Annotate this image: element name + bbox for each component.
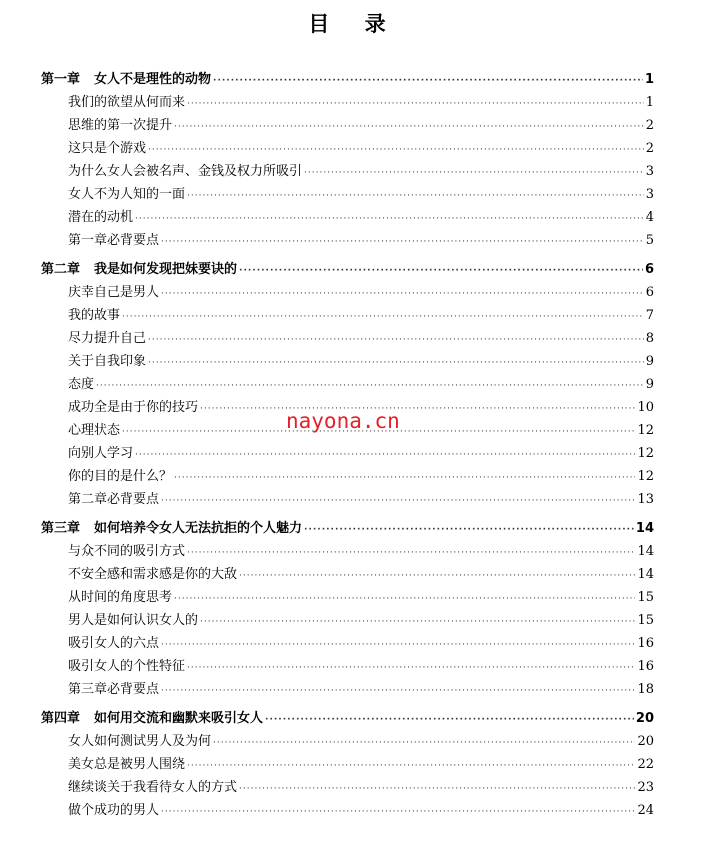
toc-page-number: 24 (637, 803, 654, 818)
toc-entry-label (68, 137, 146, 160)
toc-section-entry[interactable] (0, 304, 708, 327)
toc-entry-line (68, 206, 654, 231)
toc-section-entry[interactable] (0, 206, 708, 229)
toc-page-number: 6 (644, 262, 654, 277)
dot-leader (161, 231, 644, 254)
dot-leader (148, 139, 644, 162)
dot-leader (265, 709, 634, 732)
toc-entry-label (68, 160, 302, 183)
toc-page-number: 2 (645, 141, 654, 156)
toc-entry-label (68, 609, 198, 632)
toc-entry-line (68, 488, 654, 513)
chapter-number: 第一章 (41, 72, 81, 87)
toc-entry-line (68, 776, 654, 801)
toc-entry-line (68, 540, 654, 565)
toc-page-number: 3 (645, 164, 654, 179)
toc-entry-line (68, 678, 654, 703)
dot-leader (187, 657, 635, 680)
chapter-number: 第三章 (41, 521, 81, 536)
toc-page-number: 8 (645, 331, 654, 346)
toc-entry-line (68, 160, 654, 185)
toc-section-entry[interactable] (0, 753, 708, 776)
toc-entry-line (68, 304, 654, 329)
toc-entry-line (68, 350, 654, 375)
toc-entry-label (68, 229, 159, 252)
toc-section-entry[interactable] (0, 799, 708, 822)
toc-entry-label (41, 68, 211, 91)
dot-leader (161, 634, 635, 657)
toc-section-entry[interactable] (0, 678, 708, 701)
toc-entry-label (68, 465, 172, 488)
toc-entry-line (41, 68, 654, 93)
toc-page-number: 6 (645, 285, 654, 300)
dot-leader (213, 70, 643, 93)
toc-page-number: 16 (637, 636, 654, 651)
toc-page-number: 14 (637, 567, 654, 582)
toc-entry-label (68, 114, 172, 137)
toc-entry-label (68, 799, 159, 822)
toc-entry-line (68, 442, 654, 467)
toc-entry-label (68, 540, 185, 563)
toc-page-number: 1 (645, 95, 654, 110)
dot-leader (239, 565, 635, 588)
dot-leader (187, 755, 635, 778)
toc-entry-title: 不安全感和需求感是你的大敌 (68, 567, 238, 582)
dot-leader (200, 611, 635, 634)
toc-entry-title: 为什么女人会被名声、金钱及权力所吸引 (68, 164, 303, 179)
toc-section-entry[interactable] (0, 609, 708, 632)
toc-entry-line (68, 137, 654, 162)
toc-entry-label (68, 632, 159, 655)
toc-page-number: 20 (635, 711, 654, 726)
toc-entry-title: 心理状态 (68, 423, 121, 438)
toc-entry-line (68, 632, 654, 657)
toc-section-entry[interactable] (0, 730, 708, 753)
dot-leader (161, 490, 635, 513)
toc-entry-title: 你的目的是什么？ (68, 469, 173, 484)
toc-entry-label (68, 183, 185, 206)
toc-entry-label (68, 563, 237, 586)
toc-entry-label (68, 442, 133, 465)
toc-section-entry[interactable] (0, 160, 708, 183)
dot-leader (304, 162, 644, 185)
dot-leader (304, 519, 634, 542)
toc-entry-title: 尽力提升自己 (68, 331, 147, 346)
toc-section-entry[interactable] (0, 442, 708, 465)
toc-entry-label (68, 678, 159, 701)
toc-entry-line (41, 707, 654, 732)
toc-entry-title: 与众不同的吸引方式 (68, 544, 186, 559)
dot-leader (122, 306, 644, 329)
toc-page-number: 14 (635, 521, 654, 536)
toc-section-entry[interactable] (0, 465, 708, 488)
dot-leader (174, 588, 635, 611)
toc-page-number: 13 (637, 492, 654, 507)
toc-section-entry[interactable] (0, 488, 708, 511)
toc-entry-line (68, 753, 654, 778)
toc-chapter-entry[interactable] (0, 258, 708, 281)
toc-page-number: 14 (637, 544, 654, 559)
toc-page-number: 12 (637, 446, 654, 461)
toc-page-number: 18 (637, 682, 654, 697)
toc-entry-line (68, 586, 654, 611)
toc-section-entry[interactable] (0, 373, 708, 396)
toc-entry-label (68, 327, 146, 350)
toc-page-number: 16 (637, 659, 654, 674)
toc-entry-line (68, 799, 654, 824)
toc-entry-title: 继续谈关于我看待女人的方式 (68, 780, 238, 795)
toc-section-entry[interactable] (0, 563, 708, 586)
toc-section-entry[interactable] (0, 281, 708, 304)
toc-page-number: 4 (645, 210, 654, 225)
dot-leader (213, 732, 635, 755)
toc-page-number: 12 (637, 469, 654, 484)
toc-entry-title: 成功全是由于你的技巧 (68, 400, 199, 415)
toc-entry-label (41, 258, 237, 281)
toc-chapter-entry[interactable] (0, 517, 708, 540)
toc-section-entry[interactable] (0, 632, 708, 655)
toc-page-number: 20 (637, 734, 654, 749)
toc-entry-label (68, 586, 172, 609)
toc-page-number: 23 (637, 780, 654, 795)
toc-entry-title: 思维的第一次提升 (68, 118, 173, 133)
toc-entry-title: 向别人学习 (68, 446, 134, 461)
toc-entry-line (68, 327, 654, 352)
toc-entry-line (68, 91, 654, 116)
toc-entry-title: 第二章必背要点 (68, 492, 160, 507)
toc-entry-title: 女人不为人知的一面 (68, 187, 186, 202)
dot-leader (161, 680, 635, 703)
toc-page-number: 15 (637, 613, 654, 628)
toc-section-entry[interactable] (0, 327, 708, 350)
toc-entry-line (68, 114, 654, 139)
toc-entry-label (68, 753, 185, 776)
toc-entry-line (68, 229, 654, 254)
table-of-contents (0, 68, 708, 822)
toc-page-number: 7 (645, 308, 654, 323)
toc-entry-label (68, 350, 146, 373)
toc-entry-title: 我们的欲望从何而来 (68, 95, 186, 110)
toc-entry-label (68, 281, 159, 304)
toc-entry-title: 我是如何发现把妹要诀的 (94, 262, 238, 277)
toc-section-entry[interactable] (0, 229, 708, 252)
toc-page-number: 1 (644, 72, 654, 87)
toc-entry-title: 吸引女人的六点 (68, 636, 160, 651)
toc-entry-title: 从时间的角度思考 (68, 590, 173, 605)
toc-page-number: 2 (645, 118, 654, 133)
toc-entry-label (68, 730, 211, 753)
dot-leader (174, 116, 644, 139)
toc-section-entry[interactable] (0, 183, 708, 206)
toc-entry-title: 关于自我印象 (68, 354, 147, 369)
dot-leader (161, 283, 644, 306)
toc-chapter-entry[interactable] (0, 707, 708, 730)
dot-leader (239, 260, 643, 283)
toc-entry-label (68, 419, 120, 442)
toc-entry-label (68, 488, 159, 511)
toc-entry-line (68, 373, 654, 398)
toc-entry-title: 这只是个游戏 (68, 141, 147, 156)
toc-page-number: 9 (645, 354, 654, 369)
toc-entry-title: 如何用交流和幽默来吸引女人 (94, 711, 264, 726)
dot-leader (96, 375, 644, 398)
toc-entry-title: 第一章必背要点 (68, 233, 160, 248)
toc-entry-title: 女人如何测试男人及为何 (68, 734, 212, 749)
toc-entry-line (41, 258, 654, 283)
toc-entry-title: 我的故事 (68, 308, 121, 323)
toc-entry-title: 做个成功的男人 (68, 803, 160, 818)
dot-leader (148, 329, 644, 352)
toc-entry-title: 女人不是理性的动物 (94, 72, 212, 87)
toc-section-entry[interactable] (0, 655, 708, 678)
toc-entry-title: 如何培养令女人无法抗拒的个人魅力 (94, 521, 303, 536)
toc-section-entry[interactable] (0, 540, 708, 563)
toc-entry-label (41, 517, 302, 540)
dot-leader (174, 467, 635, 490)
watermark-text: nayona.cn (286, 409, 400, 433)
toc-page-number: 12 (637, 423, 654, 438)
toc-entry-line (68, 655, 654, 680)
dot-leader (135, 208, 644, 231)
toc-entry-title: 潜在的动机 (68, 210, 134, 225)
toc-entry-line (68, 730, 654, 755)
toc-entry-label (68, 206, 133, 229)
dot-leader (200, 398, 635, 421)
toc-page-number: 3 (645, 187, 654, 202)
toc-entry-line (68, 281, 654, 306)
toc-entry-line (68, 563, 654, 588)
chapter-number: 第二章 (41, 262, 81, 277)
toc-entry-label (68, 304, 120, 327)
toc-section-entry[interactable] (0, 114, 708, 137)
toc-page-number: 15 (637, 590, 654, 605)
dot-leader (135, 444, 635, 467)
toc-section-entry[interactable] (0, 137, 708, 160)
toc-entry-label (41, 707, 263, 730)
toc-section-entry[interactable] (0, 586, 708, 609)
toc-entry-title: 男人是如何认识女人的 (68, 613, 199, 628)
dot-leader (161, 801, 635, 824)
toc-entry-label (68, 776, 237, 799)
toc-entry-label (68, 655, 185, 678)
toc-entry-label (68, 396, 198, 419)
toc-entry-title: 第三章必背要点 (68, 682, 160, 697)
toc-entry-line (68, 609, 654, 634)
toc-page-number: 5 (645, 233, 654, 248)
page-title: 目 录 (308, 12, 400, 36)
dot-leader (187, 185, 644, 208)
toc-entry-line (41, 517, 654, 542)
dot-leader (148, 352, 644, 375)
dot-leader (187, 542, 635, 565)
toc-page-number: 10 (637, 400, 654, 415)
toc-section-entry[interactable] (0, 776, 708, 799)
toc-entry-title: 态度 (68, 377, 95, 392)
toc-section-entry[interactable] (0, 91, 708, 114)
toc-section-entry[interactable] (0, 350, 708, 373)
toc-page-number: 22 (637, 757, 654, 772)
toc-entry-line (68, 465, 654, 490)
toc-entry-line (68, 183, 654, 208)
dot-leader (239, 778, 635, 801)
toc-page-number: 9 (645, 377, 654, 392)
dot-leader (187, 93, 644, 116)
toc-entry-label (68, 373, 94, 396)
toc-entry-title: 美女总是被男人围绕 (68, 757, 186, 772)
toc-entry-title: 庆幸自己是男人 (68, 285, 160, 300)
toc-entry-title: 吸引女人的个性特征 (68, 659, 186, 674)
toc-chapter-entry[interactable] (0, 68, 708, 91)
chapter-number: 第四章 (41, 711, 81, 726)
toc-entry-label (68, 91, 185, 114)
